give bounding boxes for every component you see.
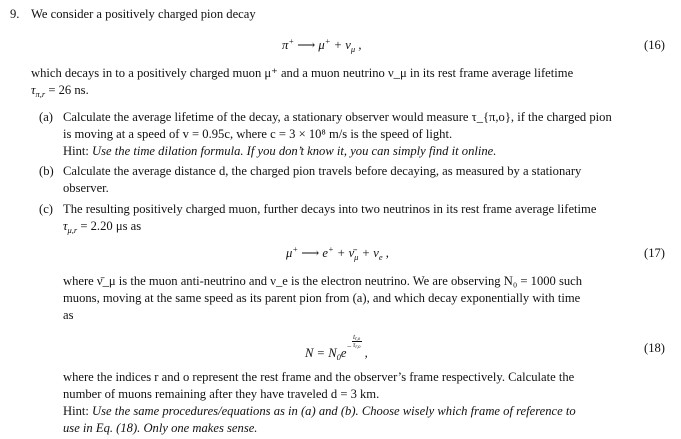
- part-c-hint-text-1: Use the same procedures/equations as in (a) and (b). Choose wisely which frame of reference to: [92, 404, 576, 418]
- part-c-line-2: $\tau_{\mu,r} = 2.20$ μs as: [63, 219, 142, 235]
- part-c-line-3: where ν̄_μ is the muon anti-neutrino and ν_e is the electron neutrino. We are observing N₀ = 1000 such: [63, 274, 583, 288]
- part-c-line-2-text: = 2.20 μs as: [80, 219, 142, 233]
- part-a-line-2: is moving at a speed of v = 0.95c, where c = 3 × 10⁸ m/s is the speed of light.: [63, 127, 453, 141]
- part-c-hint-line-1: [63, 403, 576, 419]
- part-c-line-6: where the indices r and o represent the rest frame and the observer’s frame respectively. Calculate the: [63, 370, 575, 384]
- equation-18-tag: (18): [644, 341, 665, 355]
- intro-line-2-text: = 26 ns.: [48, 83, 89, 97]
- equation-17-tag: (17): [644, 246, 665, 260]
- equation-16: π+ ⟶ $\mu^+ + \nu_\mu$ ,: [282, 36, 362, 54]
- equation-18: $N = N_0e^-$ $\frac{t_{r,o}}{\tau_{r,o}}$ ,: [305, 333, 368, 362]
- part-a-hint-label: Hint:: [63, 144, 89, 158]
- problem-number: 9.: [10, 7, 20, 21]
- part-c-line-7: number of muons remaining after they have traveled d = 3 km.: [63, 387, 380, 401]
- part-a-hint-text: Use the time dilation formula. If you don’t know it, you can simply find it online.: [92, 144, 497, 158]
- intro-line-2: $\tau_{\pi,r} = 26$ ns.: [31, 83, 89, 99]
- part-b-label: (b): [39, 164, 54, 178]
- part-b-line-1: Calculate the average distance d, the charged pion travels before decaying, as measured by a stationary: [63, 164, 582, 178]
- part-c-line-4: muons, moving at the same speed as its parent pion from (a), and which decay exponentially with time: [63, 291, 581, 305]
- problem-title: We consider a positively charged pion decay: [31, 7, 256, 21]
- part-c-line-1: The resulting positively charged muon, further decays into two neutrinos in its rest frame average lifetime: [63, 202, 597, 216]
- part-a-line-1: Calculate the average lifetime of the decay, a stationary observer would measure τ_{π,o}, if the charged pion: [63, 110, 612, 124]
- part-b-line-2: observer.: [63, 181, 109, 195]
- part-a-hint: [63, 143, 496, 159]
- part-c-hint-label: Hint:: [63, 404, 89, 418]
- part-c-label: (c): [39, 202, 53, 216]
- intro-line-1: which decays in to a positively charged muon μ⁺ and a muon neutrino ν_μ in its rest frame average lifetime: [31, 66, 574, 80]
- equation-16-tag: (16): [644, 38, 665, 52]
- part-c-line-5: as: [63, 308, 74, 322]
- equation-17: μ+ ⟶ $e^+ + \nū_\mu + \nu_e$ ,: [286, 244, 389, 262]
- part-c-hint-line-2: use in Eq. (18). Only one makes sense.: [63, 421, 258, 435]
- part-a-label: (a): [39, 110, 53, 124]
